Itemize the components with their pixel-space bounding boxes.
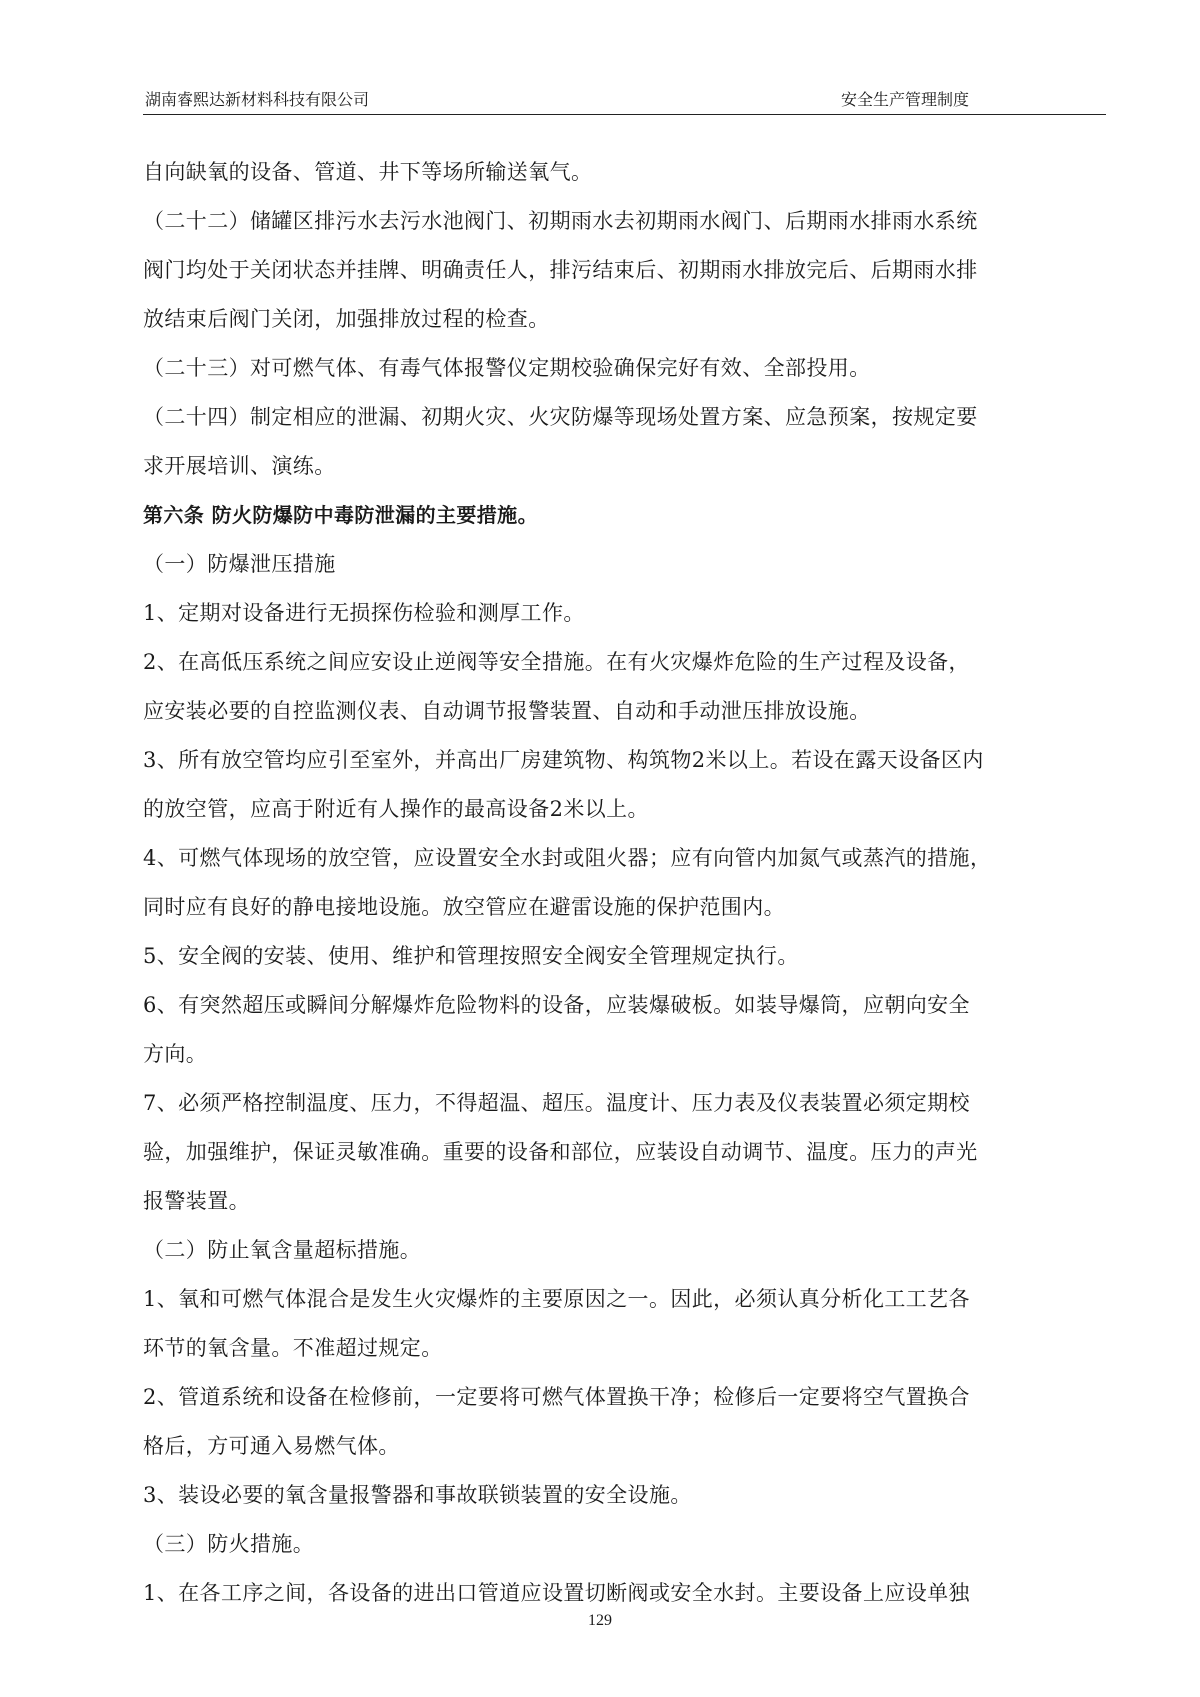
text-line: 5、安全阀的安装、使用、维护和管理按照安全阀安全管理规定执行。: [143, 944, 799, 968]
text-line: 应安装必要的自控监测仪表、自动调节报警装置、自动和手动泄压排放设施。: [143, 699, 871, 723]
text-line: 1、氧和可燃气体混合是发生火灾爆炸的主要原因之一。因此，必须认真分析化工工艺各: [143, 1287, 970, 1311]
text-line: （二）防止氧含量超标措施。: [143, 1238, 422, 1262]
text-line: 2、管道系统和设备在检修前，一定要将可燃气体置换干净；检修后一定要将空气置换合: [143, 1385, 970, 1409]
text-line: 3、装设必要的氧含量报警器和事故联锁装置的安全设施。: [143, 1483, 692, 1507]
page-number: 129: [588, 1612, 612, 1629]
text-line: 自向缺氧的设备、管道、井下等场所输送氧气。: [143, 160, 593, 184]
text-line: 同时应有良好的静电接地设施。放空管应在避雷设施的保护范围内。: [143, 895, 785, 919]
header-doc-title: 安全生产管理制度: [840, 92, 969, 109]
text-line: 2、在高低压系统之间应安设止逆阀等安全措施。在有火灾爆炸危险的生产过程及设备，: [143, 650, 970, 674]
text-line: 环节的氧含量。不准超过规定。: [143, 1336, 443, 1360]
text-line: （二十四）制定相应的泄漏、初期火灾、火灾防爆等现场处置方案、应急预案，按规定要: [143, 405, 978, 429]
text-line: 7、必须严格控制温度、压力，不得超温、超压。温度计、压力表及仪表装置必须定期校: [143, 1091, 970, 1115]
text-line: （二十二）储罐区排污水去污水池阀门、初期雨水去初期雨水阀门、后期雨水排雨水系统: [143, 209, 978, 233]
header-company: 湖南睿熙达新材料科技有限公司: [145, 92, 370, 109]
text-line: 放结束后阀门关闭，加强排放过程的检查。: [143, 307, 550, 331]
text-line: 求开展培训、演练。: [143, 454, 336, 478]
text-line: 格后，方可通入易燃气体。: [143, 1434, 400, 1458]
text-line: 3、所有放空管均应引至室外，并高出厂房建筑物、构筑物2米以上。若设在露天设备区内: [143, 748, 984, 772]
text-line: （二十三）对可燃气体、有毒气体报警仪定期校验确保完好有效、全部投用。: [143, 356, 871, 380]
text-line: 方向。: [143, 1042, 208, 1066]
text-line: （三）防火措施。: [143, 1532, 315, 1556]
text-line: 6、有突然超压或瞬间分解爆炸危险物料的设备，应装爆破板。如装导爆筒，应朝向安全: [143, 993, 970, 1017]
text-line: 4、可燃气体现场的放空管，应设置安全水封或阻火器；应有向管内加氮气或蒸汽的措施，: [143, 846, 992, 870]
page-header: [143, 84, 1106, 115]
document-body: [143, 148, 1118, 1618]
text-line: 验，加强维护，保证灵敏准确。重要的设备和部位，应装设自动调节、温度。压力的声光: [143, 1140, 978, 1164]
text-line: （一）防爆泄压措施: [143, 552, 336, 576]
text-line: 1、在各工序之间，各设备的进出口管道应设置切断阀或安全水封。主要设备上应设单独: [143, 1581, 970, 1605]
text-line: 1、定期对设备进行无损探伤检验和测厚工作。: [143, 601, 585, 625]
text-line: 的放空管，应高于附近有人操作的最高设备2米以上。: [143, 797, 649, 821]
section-heading: 第六条 防火防爆防中毒防泄漏的主要措施。: [143, 503, 538, 527]
text-line: 阀门均处于关闭状态并挂牌、明确责任人，排污结束后、初期雨水排放完后、后期雨水排: [143, 258, 978, 282]
text-line: 报警装置。: [143, 1189, 250, 1213]
